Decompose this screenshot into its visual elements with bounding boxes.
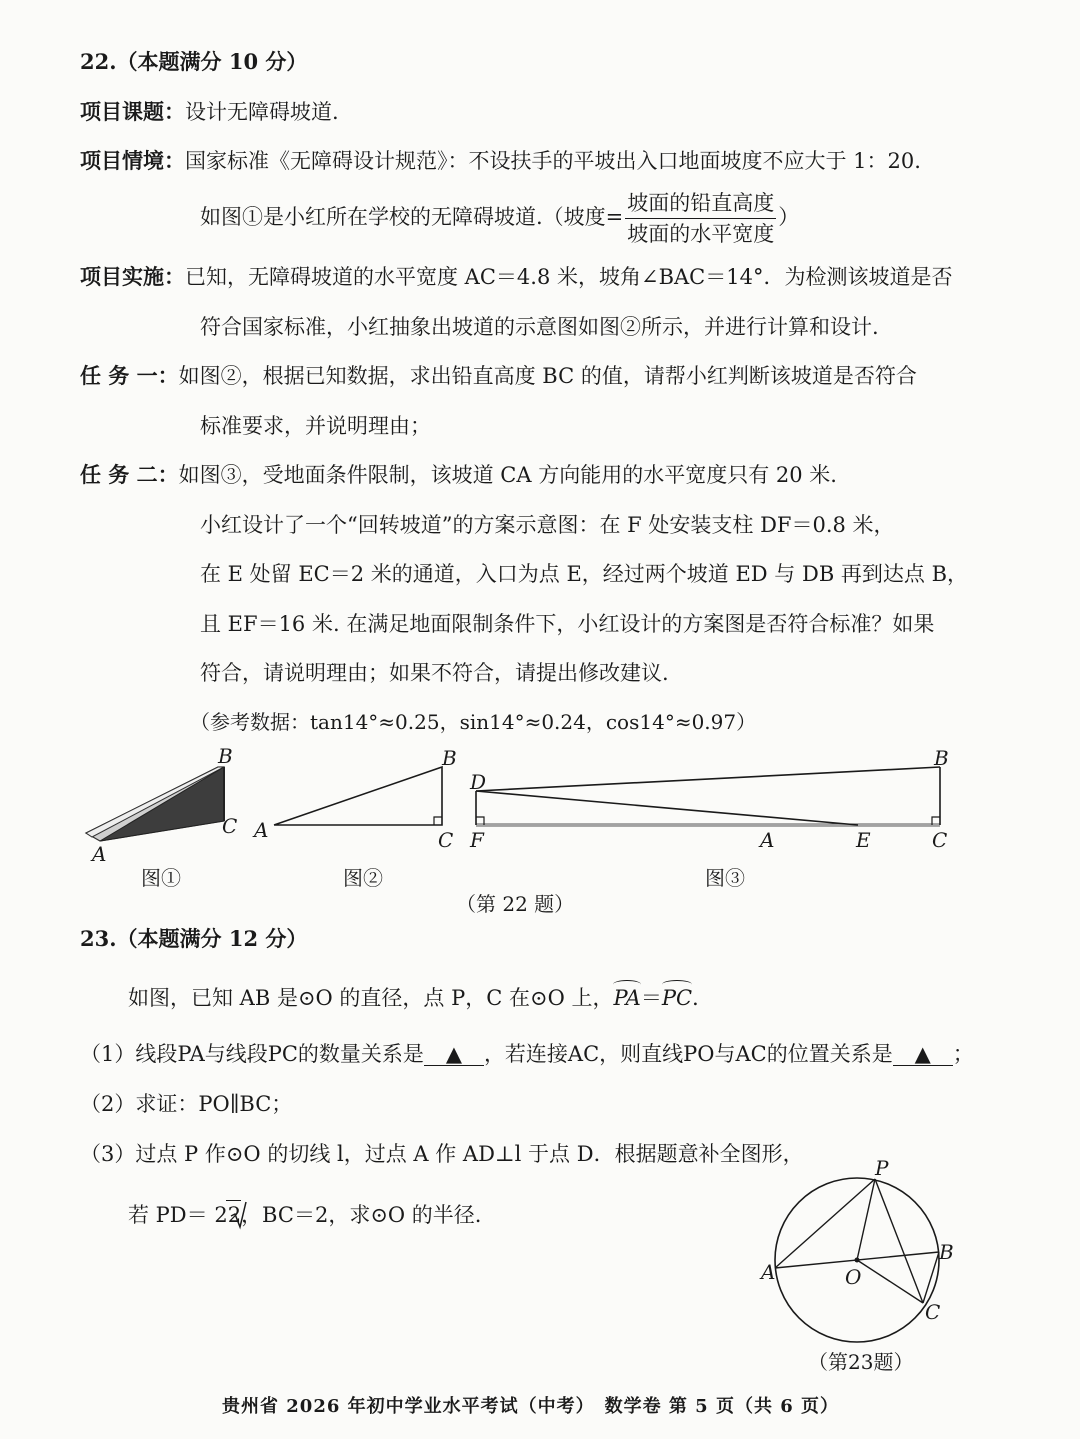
q22-figure-caption: （第 22 题） bbox=[456, 892, 575, 916]
arc-pa: PA bbox=[613, 984, 640, 1012]
task1-text-1: 如图②，根据已知数据，求出铅直高度 BC 的值，请帮小红判断该坡道是否符合 bbox=[178, 364, 917, 388]
center-point bbox=[855, 1258, 860, 1263]
fig3-label-e: E bbox=[856, 828, 871, 852]
slope-fraction bbox=[625, 188, 776, 249]
q22-topic bbox=[80, 98, 339, 126]
fig3-label-f: F bbox=[470, 828, 484, 852]
fig1-label-b: B bbox=[218, 745, 233, 768]
ramp-ed bbox=[476, 791, 858, 825]
circle-label-o: O bbox=[845, 1265, 862, 1289]
impl-label: 项目实施： bbox=[80, 264, 185, 289]
fig1-caption: 图① bbox=[141, 866, 181, 890]
q22-task2 bbox=[80, 461, 837, 489]
topic-label: 项目课题： bbox=[80, 99, 185, 124]
answer-blank-1: ▲ bbox=[424, 1043, 484, 1066]
part1-mid: ，若连接AC，则直线PO与AC的位置关系是 bbox=[483, 1042, 893, 1066]
task2-text-5: 符合，请说明理由；如果不符合，请提出修改建议. bbox=[200, 661, 669, 685]
q23-header: 23.（本题满分 12 分） bbox=[80, 926, 308, 951]
task1-text-2: 标准要求，并说明理由； bbox=[200, 414, 431, 438]
q23-part3-line1: （3）过点 P 作⊙O 的切线 l，过点 A 作 AD⊥l 于点 D．根据题意补全图形， bbox=[80, 1142, 804, 1166]
impl-text-2: 符合国家标准，小红抽象出坡道的示意图如图②所示，并进行计算和设计. bbox=[200, 315, 879, 339]
fraction-denominator: 坡面的水平宽度 bbox=[627, 222, 775, 246]
ramp-db bbox=[476, 767, 940, 791]
page-footer: 贵州省 2026 年初中学业水平考试（中考） 数学卷 第 5 页（共 6 页） bbox=[222, 1396, 840, 1417]
arc-equals: ＝ bbox=[640, 986, 662, 1010]
q23-intro-pre: 如图，已知 AB 是⊙O 的直径，点 P，C 在⊙O 上， bbox=[128, 986, 614, 1010]
right-angle-mark bbox=[434, 817, 442, 825]
chord-pc bbox=[875, 1179, 923, 1303]
fig2-label-b: B bbox=[442, 746, 457, 770]
figure-2-triangle bbox=[248, 745, 468, 855]
figure-1-ramp bbox=[78, 745, 258, 870]
part3-post: ，BC＝2，求⊙O 的半径. bbox=[241, 1203, 482, 1227]
fig3-label-b: B bbox=[934, 746, 949, 770]
fraction-numerator: 坡面的铅直高度 bbox=[625, 188, 776, 219]
circle-label-p: P bbox=[875, 1156, 889, 1180]
context-text: 国家标准《无障碍设计规范》：不设扶手的平坡出入口地面坡度不应大于 1：20. bbox=[185, 149, 921, 173]
q23-part1 bbox=[80, 1040, 974, 1068]
segment-oc bbox=[857, 1260, 923, 1303]
part1-post: ； bbox=[952, 1042, 974, 1066]
q23-part2: （2）求证：PO∥BC； bbox=[80, 1092, 293, 1116]
sqrt-radicand: 2 bbox=[226, 1200, 241, 1229]
arc-pc: PC bbox=[662, 984, 692, 1012]
q23-intro-post: ． bbox=[692, 986, 714, 1010]
ramp-side-face bbox=[100, 767, 224, 841]
q23-part3-line2 bbox=[128, 1200, 481, 1229]
fig2-caption: 图② bbox=[343, 866, 383, 890]
context-line2-post: ） bbox=[778, 205, 800, 229]
impl-text-1: 已知，无障碍坡道的水平宽度 AC＝4.8 米，坡角∠BAC＝14°．为检测该坡道是否 bbox=[185, 265, 953, 289]
task2-text-3: 在 E 处留 EC＝2 米的通道，入口为点 E，经过两个坡道 ED 与 DB 再到达点 B， bbox=[200, 562, 969, 586]
q22-task1 bbox=[80, 362, 917, 390]
circle-label-b: B bbox=[939, 1240, 954, 1264]
fig2-label-a: A bbox=[254, 818, 269, 842]
circle-label-c: C bbox=[925, 1300, 941, 1324]
task2-text-4: 且 EF＝16 米. 在满足地面限制条件下，小红设计的方案图是否符合标准？如果 bbox=[200, 612, 935, 636]
q22-context bbox=[80, 147, 921, 175]
reference-data: （参考数据：tan14°≈0.25，sin14°≈0.24，cos14°≈0.97） bbox=[190, 710, 757, 734]
task1-label: 任 务 一： bbox=[80, 363, 179, 388]
part3-pre: 若 PD＝ 2 bbox=[128, 1203, 228, 1227]
figure-3-switchback bbox=[462, 745, 962, 855]
circle-label-a: A bbox=[761, 1260, 776, 1284]
fig3-caption: 图③ bbox=[705, 866, 745, 890]
q22-context-line2 bbox=[200, 186, 799, 249]
chord-pa bbox=[775, 1179, 875, 1268]
fig2-label-c: C bbox=[438, 828, 454, 852]
q23-intro bbox=[128, 984, 713, 1012]
fig3-label-c: C bbox=[932, 828, 948, 852]
fig3-label-a: A bbox=[760, 828, 775, 852]
fig1-label-a: A bbox=[92, 842, 107, 866]
segment-po bbox=[857, 1179, 875, 1260]
context-line2-pre: 如图①是小红所在学校的无障碍坡道.（坡度= bbox=[200, 205, 624, 229]
fig3-label-d: D bbox=[470, 770, 487, 794]
task2-text-2: 小红设计了一个“回转坡道”的方案示意图：在 F 处安装支柱 DF＝0.8 米， bbox=[200, 513, 895, 537]
q22-implementation bbox=[80, 263, 952, 291]
part1-pre: （1）线段PA与线段PC的数量关系是 bbox=[80, 1042, 424, 1066]
q23-figure-caption: （第23题） bbox=[808, 1350, 914, 1374]
figure-23-circle bbox=[755, 1155, 975, 1355]
task2-label: 任 务 二： bbox=[80, 462, 179, 487]
q22-header: 22.（本题满分 10 分） bbox=[80, 49, 308, 74]
fig1-label-c: C bbox=[222, 814, 238, 838]
sqrt-sign bbox=[230, 1200, 248, 1230]
context-label: 项目情境： bbox=[80, 148, 185, 173]
topic-text: 设计无障碍坡道. bbox=[185, 100, 339, 124]
triangle-abc bbox=[274, 767, 442, 825]
answer-blank-2: ▲ bbox=[893, 1043, 953, 1066]
task2-text-1: 如图③，受地面条件限制，该坡道 CA 方向能用的水平宽度只有 20 米. bbox=[178, 463, 837, 487]
